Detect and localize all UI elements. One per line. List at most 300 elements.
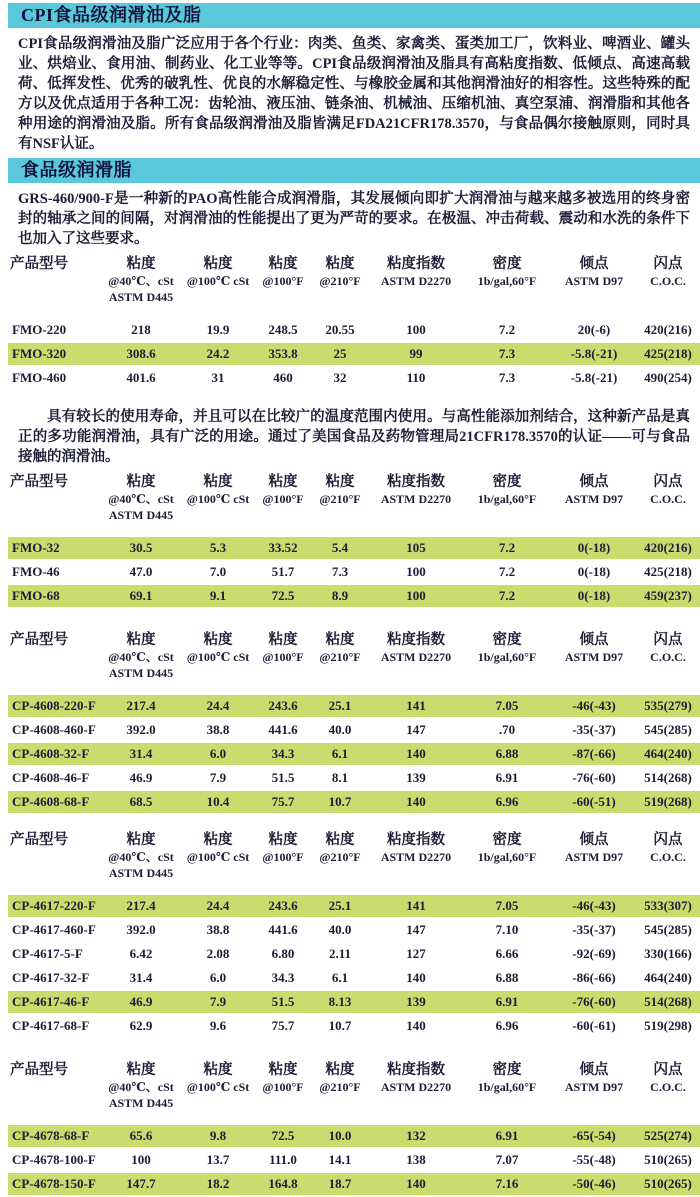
spec-value-cell: 10.7 xyxy=(310,791,370,813)
column-header xyxy=(8,831,102,893)
spec-value-cell: 7.2 xyxy=(462,561,552,583)
spec-value-cell: 6.1 xyxy=(310,743,370,765)
section-header-grease-label: 食品级润滑脂 xyxy=(21,160,132,180)
column-header xyxy=(102,831,180,893)
column-subtitle: @100℃ cSt xyxy=(186,274,250,288)
spec-value-cell: 75.7 xyxy=(256,1015,310,1037)
spec-value-cell: 7.2 xyxy=(462,585,552,607)
spec-value-cell: 147 xyxy=(370,919,462,941)
column-subtitle: @100℃ cSt xyxy=(186,850,250,864)
column-header xyxy=(462,473,552,535)
spec-value-cell: 7.9 xyxy=(180,767,256,789)
spec-value-cell: 5.3 xyxy=(180,537,256,559)
table-row xyxy=(8,1149,700,1171)
spec-value-cell: 7.9 xyxy=(180,991,256,1013)
table-row xyxy=(8,943,700,965)
column-title: 粘度 xyxy=(126,474,156,490)
table-header-row xyxy=(8,255,700,317)
spec-value-cell: 519(298) xyxy=(636,1015,700,1037)
column-subtitle: ASTM D445 xyxy=(108,1096,174,1110)
section-header-grease xyxy=(8,158,700,183)
table-row xyxy=(8,967,700,989)
column-title: 倾点 xyxy=(579,256,609,272)
spec-value-cell: 243.6 xyxy=(256,895,310,917)
spec-value-cell: 10.7 xyxy=(310,1015,370,1037)
section-header-oils-label: CPI食品级润滑油及脂 xyxy=(21,5,202,25)
product-model-cell: CP-4608-460-F xyxy=(8,719,102,741)
column-title: 倾点 xyxy=(579,474,609,490)
spec-value-cell: 8.9 xyxy=(310,585,370,607)
column-subtitle: ASTM D2270 xyxy=(380,274,452,288)
spec-value-cell: 7.2 xyxy=(462,319,552,341)
column-header xyxy=(8,255,102,317)
column-header xyxy=(310,255,370,317)
column-title: 粘度 xyxy=(203,1062,233,1078)
column-title: 粘度 xyxy=(268,474,298,490)
column-header xyxy=(636,255,700,317)
spec-value-cell: 139 xyxy=(370,991,462,1013)
spec-value-cell: 33.52 xyxy=(256,537,310,559)
column-title: 粘度 xyxy=(325,1062,355,1078)
column-subtitle: C.O.C. xyxy=(650,650,686,664)
column-title: 产品型号 xyxy=(10,256,68,272)
column-header xyxy=(256,831,310,893)
spec-value-cell: 72.5 xyxy=(256,1125,310,1147)
column-subtitle: 1b/gal,60°F xyxy=(477,274,537,288)
spec-value-cell: 7.07 xyxy=(462,1149,552,1171)
spec-value-cell: 51.7 xyxy=(256,561,310,583)
product-model-cell: FMO-220 xyxy=(8,319,102,341)
spec-value-cell: 7.10 xyxy=(462,919,552,941)
column-subtitle: ASTM D2270 xyxy=(380,850,452,864)
spec-value-cell: 72.5 xyxy=(256,585,310,607)
column-subtitle: @100℃ cSt xyxy=(186,1080,250,1094)
spec-value-cell: 6.88 xyxy=(462,967,552,989)
column-header xyxy=(180,631,256,693)
table-header-row xyxy=(8,831,700,893)
column-title: 粘度 xyxy=(203,632,233,648)
spec-value-cell: -76(-60) xyxy=(552,991,636,1013)
column-header xyxy=(102,255,180,317)
spec-value-cell: 8.13 xyxy=(310,991,370,1013)
product-model-cell: CP-4608-32-F xyxy=(8,743,102,765)
spec-value-cell: 2.11 xyxy=(310,943,370,965)
column-header xyxy=(180,1061,256,1123)
spec-value-cell: 140 xyxy=(370,743,462,765)
spec-value-cell: 7.2 xyxy=(462,537,552,559)
product-model-cell: CP-4617-5-F xyxy=(8,943,102,965)
column-title: 闪点 xyxy=(653,474,683,490)
spec-value-cell: 0(-18) xyxy=(552,537,636,559)
spec-value-cell: 464(240) xyxy=(636,967,700,989)
spec-value-cell: 6.91 xyxy=(462,767,552,789)
spec-value-cell: 525(274) xyxy=(636,1125,700,1147)
spec-value-cell: 38.8 xyxy=(180,919,256,941)
column-title: 闪点 xyxy=(653,256,683,272)
column-header xyxy=(370,473,462,535)
spec-value-cell: 217.4 xyxy=(102,695,180,717)
column-header xyxy=(256,255,310,317)
column-subtitle: 1b/gal,60°F xyxy=(477,650,537,664)
table-row xyxy=(8,1125,700,1147)
spec-value-cell: 6.96 xyxy=(462,1015,552,1037)
spec-value-cell: 140 xyxy=(370,1173,462,1195)
spec-value-cell: 18.2 xyxy=(180,1173,256,1195)
spec-value-cell: 99 xyxy=(370,343,462,365)
table-row xyxy=(8,1173,700,1195)
spec-value-cell: -46(-43) xyxy=(552,695,636,717)
column-header xyxy=(180,255,256,317)
column-title: 粘度 xyxy=(325,474,355,490)
column-subtitle: ASTM D97 xyxy=(564,274,624,288)
spec-value-cell: 7.05 xyxy=(462,895,552,917)
spec-value-cell: 7.3 xyxy=(462,343,552,365)
column-subtitle: C.O.C. xyxy=(650,274,686,288)
column-header xyxy=(552,1061,636,1123)
spec-value-cell: 5.4 xyxy=(310,537,370,559)
spec-value-cell: 110 xyxy=(370,367,462,389)
column-title: 闪点 xyxy=(653,632,683,648)
spec-value-cell: -92(-69) xyxy=(552,943,636,965)
spec-value-cell: -46(-43) xyxy=(552,895,636,917)
spec-value-cell: 6.66 xyxy=(462,943,552,965)
column-subtitle: ASTM D445 xyxy=(108,508,174,522)
column-header xyxy=(552,631,636,693)
spec-value-cell: 460 xyxy=(256,367,310,389)
column-header xyxy=(552,831,636,893)
column-subtitle: @100°F xyxy=(262,850,304,864)
column-title: 粘度 xyxy=(203,256,233,272)
spec-value-cell: -65(-54) xyxy=(552,1125,636,1147)
column-header xyxy=(636,631,700,693)
spec-value-cell: 441.6 xyxy=(256,719,310,741)
spec-value-cell: -60(-51) xyxy=(552,791,636,813)
spec-value-cell: 514(268) xyxy=(636,767,700,789)
column-subtitle: @100°F xyxy=(262,492,304,506)
column-header xyxy=(370,255,462,317)
column-subtitle: @100°F xyxy=(262,274,304,288)
spec-value-cell: 441.6 xyxy=(256,919,310,941)
product-model-cell: FMO-46 xyxy=(8,561,102,583)
table-row xyxy=(8,367,700,389)
column-title: 粘度 xyxy=(268,832,298,848)
product-model-cell: CP-4678-150-F xyxy=(8,1173,102,1195)
column-subtitle: ASTM D2270 xyxy=(380,492,452,506)
column-subtitle: @210°F xyxy=(319,850,361,864)
spec-value-cell: 7.3 xyxy=(462,367,552,389)
spec-value-cell: 30.5 xyxy=(102,537,180,559)
table-row xyxy=(8,561,700,583)
spec-value-cell: -5.8(-21) xyxy=(552,343,636,365)
column-header xyxy=(636,1061,700,1123)
column-subtitle: 1b/gal,60°F xyxy=(477,492,537,506)
table-row xyxy=(8,1015,700,1037)
column-header xyxy=(180,831,256,893)
spec-value-cell: 25 xyxy=(310,343,370,365)
spec-value-cell: -35(-37) xyxy=(552,719,636,741)
spec-value-cell: 65.6 xyxy=(102,1125,180,1147)
spec-value-cell: 6.91 xyxy=(462,991,552,1013)
spec-value-cell: 0(-18) xyxy=(552,561,636,583)
spec-value-cell: 164.8 xyxy=(256,1173,310,1195)
spec-table xyxy=(8,1059,700,1197)
spec-value-cell: 100 xyxy=(370,585,462,607)
spec-value-cell: .70 xyxy=(462,719,552,741)
column-header xyxy=(8,473,102,535)
spec-value-cell: 127 xyxy=(370,943,462,965)
column-title: 产品型号 xyxy=(10,1062,68,1078)
spec-value-cell: 6.80 xyxy=(256,943,310,965)
spec-value-cell: 353.8 xyxy=(256,343,310,365)
column-title: 粘度 xyxy=(126,1062,156,1078)
spec-value-cell: 6.96 xyxy=(462,791,552,813)
spec-value-cell: 13.7 xyxy=(180,1149,256,1171)
product-model-cell: CP-4678-68-F xyxy=(8,1125,102,1147)
spec-value-cell: 46.9 xyxy=(102,767,180,789)
column-title: 闪点 xyxy=(653,832,683,848)
spec-value-cell: 490(254) xyxy=(636,367,700,389)
spec-value-cell: 8.1 xyxy=(310,767,370,789)
spec-value-cell: 425(218) xyxy=(636,561,700,583)
column-title: 密度 xyxy=(492,256,522,272)
column-title: 密度 xyxy=(492,632,522,648)
column-title: 密度 xyxy=(492,832,522,848)
column-subtitle: ASTM D2270 xyxy=(380,650,452,664)
spec-value-cell: 7.0 xyxy=(180,561,256,583)
table-row xyxy=(8,695,700,717)
table-row xyxy=(8,319,700,341)
intro-paragraph-grease: GRS-460/900-F是一种新的PAO高性能合成润滑脂，其发展倾向即扩大润滑油与越来越多被选用的终身密封的轴承之间的间隔，对润滑油的性能提出了更为严苛的要求。在极温、冲击荷载、震动和水洗的条件下也加入了这些要求。 xyxy=(18,191,690,247)
spec-value-cell: 147.7 xyxy=(102,1173,180,1195)
spec-value-cell: 69.1 xyxy=(102,585,180,607)
column-header xyxy=(552,473,636,535)
spec-value-cell: 392.0 xyxy=(102,919,180,941)
column-title: 密度 xyxy=(492,474,522,490)
spec-value-cell: 24.4 xyxy=(180,695,256,717)
column-subtitle: @100°F xyxy=(262,1080,304,1094)
spec-value-cell: 6.0 xyxy=(180,967,256,989)
spec-value-cell: 51.5 xyxy=(256,767,310,789)
column-subtitle: C.O.C. xyxy=(650,492,686,506)
spec-value-cell: -35(-37) xyxy=(552,919,636,941)
column-header xyxy=(310,473,370,535)
spec-value-cell: 7.16 xyxy=(462,1173,552,1195)
spec-value-cell: -55(-48) xyxy=(552,1149,636,1171)
spec-value-cell: 2.08 xyxy=(180,943,256,965)
column-subtitle: @40℃、cSt xyxy=(108,850,174,864)
spec-value-cell: 420(216) xyxy=(636,319,700,341)
spec-value-cell: 34.3 xyxy=(256,967,310,989)
spec-value-cell: 6.88 xyxy=(462,743,552,765)
column-subtitle: 1b/gal,60°F xyxy=(477,1080,537,1094)
spec-value-cell: 459(237) xyxy=(636,585,700,607)
column-header xyxy=(310,1061,370,1123)
column-subtitle: @210°F xyxy=(319,1080,361,1094)
column-header xyxy=(370,831,462,893)
column-header xyxy=(310,831,370,893)
spec-value-cell: 533(307) xyxy=(636,895,700,917)
column-header xyxy=(462,255,552,317)
spec-value-cell: 330(166) xyxy=(636,943,700,965)
spec-value-cell: 0(-18) xyxy=(552,585,636,607)
spec-value-cell: 6.1 xyxy=(310,967,370,989)
spec-value-cell: 25.1 xyxy=(310,695,370,717)
column-title: 倾点 xyxy=(579,1062,609,1078)
column-header xyxy=(370,1061,462,1123)
spec-value-cell: 139 xyxy=(370,767,462,789)
product-model-cell: FMO-460 xyxy=(8,367,102,389)
spec-value-cell: 510(265) xyxy=(636,1173,700,1195)
spec-table-fmo-220-460 xyxy=(8,253,700,391)
column-header xyxy=(370,631,462,693)
column-header xyxy=(462,831,552,893)
column-subtitle: ASTM D97 xyxy=(564,492,624,506)
spec-table-cp-4617 xyxy=(8,829,700,1039)
table-row xyxy=(8,895,700,917)
spec-table xyxy=(8,629,700,815)
column-header xyxy=(102,631,180,693)
column-header xyxy=(552,255,636,317)
spec-value-cell: 100 xyxy=(370,319,462,341)
column-title: 闪点 xyxy=(653,1062,683,1078)
spec-value-cell: 25.1 xyxy=(310,895,370,917)
spec-value-cell: 100 xyxy=(370,561,462,583)
column-title: 产品型号 xyxy=(10,474,68,490)
spec-value-cell: 75.7 xyxy=(256,791,310,813)
column-subtitle: 1b/gal,60°F xyxy=(477,850,537,864)
column-title: 粘度 xyxy=(268,1062,298,1078)
column-title: 粘度 xyxy=(325,632,355,648)
product-model-cell: CP-4608-46-F xyxy=(8,767,102,789)
spec-value-cell: 248.5 xyxy=(256,319,310,341)
column-title: 粘度指数 xyxy=(387,256,445,272)
column-subtitle: @210°F xyxy=(319,492,361,506)
column-subtitle: @100℃ cSt xyxy=(186,650,250,664)
spec-value-cell: 7.05 xyxy=(462,695,552,717)
column-header xyxy=(636,831,700,893)
spec-value-cell: 140 xyxy=(370,1015,462,1037)
table-row xyxy=(8,743,700,765)
spec-value-cell: 6.0 xyxy=(180,743,256,765)
column-title: 粘度 xyxy=(126,256,156,272)
spec-value-cell: 19.9 xyxy=(180,319,256,341)
intro-paragraph-oils: CPI食品级润滑油及脂广泛应用于各个行业：肉类、鱼类、家禽类、蛋类加工厂，饮料业、啤酒业、罐头业、烘焙业、食用油、制药业、化工业等等。CPI食品级润滑油及脂具有高粘度指数、低倾点、高速高载荷、低挥发性、优秀的破乳性、优良的水解稳定性、与橡胶金属和其他润滑油好的相容性。这些特殊的配方以及优点适用于各种工况：齿轮油、液压油、链条油、机械油、压缩机油、真空泵浦、润滑脂和其他各种用途的润滑油及脂。所有食品级润滑油及脂皆满足FDA21CFR178.3570，与食品偶尔接触原则，同时具有NSF认证。 xyxy=(18,36,690,152)
spec-value-cell: 38.8 xyxy=(180,719,256,741)
spec-value-cell: 34.3 xyxy=(256,743,310,765)
spec-value-cell: 420(216) xyxy=(636,537,700,559)
column-subtitle: ASTM D445 xyxy=(108,666,174,680)
spec-value-cell: 18.7 xyxy=(310,1173,370,1195)
spec-value-cell: 217.4 xyxy=(102,895,180,917)
column-subtitle: @100℃ cSt xyxy=(186,492,250,506)
product-model-cell: CP-4617-460-F xyxy=(8,919,102,941)
product-model-cell: FMO-32 xyxy=(8,537,102,559)
spec-value-cell: -76(-60) xyxy=(552,767,636,789)
spec-value-cell: 141 xyxy=(370,895,462,917)
column-subtitle: ASTM D445 xyxy=(108,866,174,880)
spec-value-cell: 545(285) xyxy=(636,719,700,741)
product-model-cell: FMO-68 xyxy=(8,585,102,607)
paragraph-multipurpose: 具有较长的使用寿命，并且可以在比较广的温度范围内使用。与高性能添加剂结合，这种新产品是真正的多功能润滑油，具有广泛的用途。通过了美国食品及药物管理局21CFR178.3570的认证——可与食品接触的润滑油。 xyxy=(18,409,690,465)
spec-value-cell: 9.1 xyxy=(180,585,256,607)
spec-value-cell: 9.6 xyxy=(180,1015,256,1037)
spec-value-cell: 62.9 xyxy=(102,1015,180,1037)
spec-value-cell: 9.8 xyxy=(180,1125,256,1147)
product-model-cell: CP-4608-220-F xyxy=(8,695,102,717)
column-title: 倾点 xyxy=(579,832,609,848)
column-title: 粘度 xyxy=(325,256,355,272)
table-row xyxy=(8,537,700,559)
product-model-cell: CP-4617-46-F xyxy=(8,991,102,1013)
product-model-cell: CP-4608-68-F xyxy=(8,791,102,813)
column-title: 倾点 xyxy=(579,632,609,648)
column-subtitle: C.O.C. xyxy=(650,850,686,864)
spec-value-cell: 218 xyxy=(102,319,180,341)
spec-value-cell: 243.6 xyxy=(256,695,310,717)
product-model-cell: CP-4617-32-F xyxy=(8,967,102,989)
product-model-cell: CP-4678-100-F xyxy=(8,1149,102,1171)
table-row xyxy=(8,791,700,813)
spec-value-cell: -50(-46) xyxy=(552,1173,636,1195)
column-title: 粘度指数 xyxy=(387,632,445,648)
column-header xyxy=(102,473,180,535)
section-header-oils xyxy=(8,3,700,28)
spec-value-cell: -86(-66) xyxy=(552,967,636,989)
spec-value-cell: 47.0 xyxy=(102,561,180,583)
table-row xyxy=(8,719,700,741)
spec-value-cell: 392.0 xyxy=(102,719,180,741)
spec-value-cell: 31 xyxy=(180,367,256,389)
table-row xyxy=(8,585,700,607)
spec-value-cell: 425(218) xyxy=(636,343,700,365)
spec-table-cp-4678 xyxy=(8,1059,700,1197)
table-row xyxy=(8,991,700,1013)
product-model-cell: FMO-320 xyxy=(8,343,102,365)
spec-value-cell: 31.4 xyxy=(102,743,180,765)
spec-value-cell: 20.55 xyxy=(310,319,370,341)
column-subtitle: @40℃、cSt xyxy=(108,650,174,664)
column-title: 粘度 xyxy=(203,474,233,490)
spec-value-cell: 24.4 xyxy=(180,895,256,917)
column-subtitle: ASTM D445 xyxy=(108,290,174,304)
spec-value-cell: 24.2 xyxy=(180,343,256,365)
column-title: 粘度 xyxy=(203,832,233,848)
column-subtitle: @100°F xyxy=(262,650,304,664)
column-subtitle: @40℃、cSt xyxy=(108,1080,174,1094)
spec-value-cell: 510(265) xyxy=(636,1149,700,1171)
column-subtitle: ASTM D97 xyxy=(564,850,624,864)
spec-table xyxy=(8,253,700,391)
spec-value-cell: 132 xyxy=(370,1125,462,1147)
column-subtitle: @210°F xyxy=(319,274,361,288)
table-header-row xyxy=(8,1061,700,1123)
product-model-cell: CP-4617-68-F xyxy=(8,1015,102,1037)
spec-value-cell: -60(-61) xyxy=(552,1015,636,1037)
spec-value-cell: 68.5 xyxy=(102,791,180,813)
column-subtitle: ASTM D2270 xyxy=(380,1080,452,1094)
spec-value-cell: 14.1 xyxy=(310,1149,370,1171)
column-title: 产品型号 xyxy=(10,632,68,648)
column-header xyxy=(102,1061,180,1123)
spec-table-fmo-32-68 xyxy=(8,471,700,609)
spec-value-cell: 40.0 xyxy=(310,719,370,741)
column-subtitle: @40℃、cSt xyxy=(108,492,174,506)
column-title: 密度 xyxy=(492,1062,522,1078)
table-row xyxy=(8,919,700,941)
column-title: 粘度指数 xyxy=(387,832,445,848)
spec-value-cell: 111.0 xyxy=(256,1149,310,1171)
column-title: 粘度 xyxy=(126,832,156,848)
